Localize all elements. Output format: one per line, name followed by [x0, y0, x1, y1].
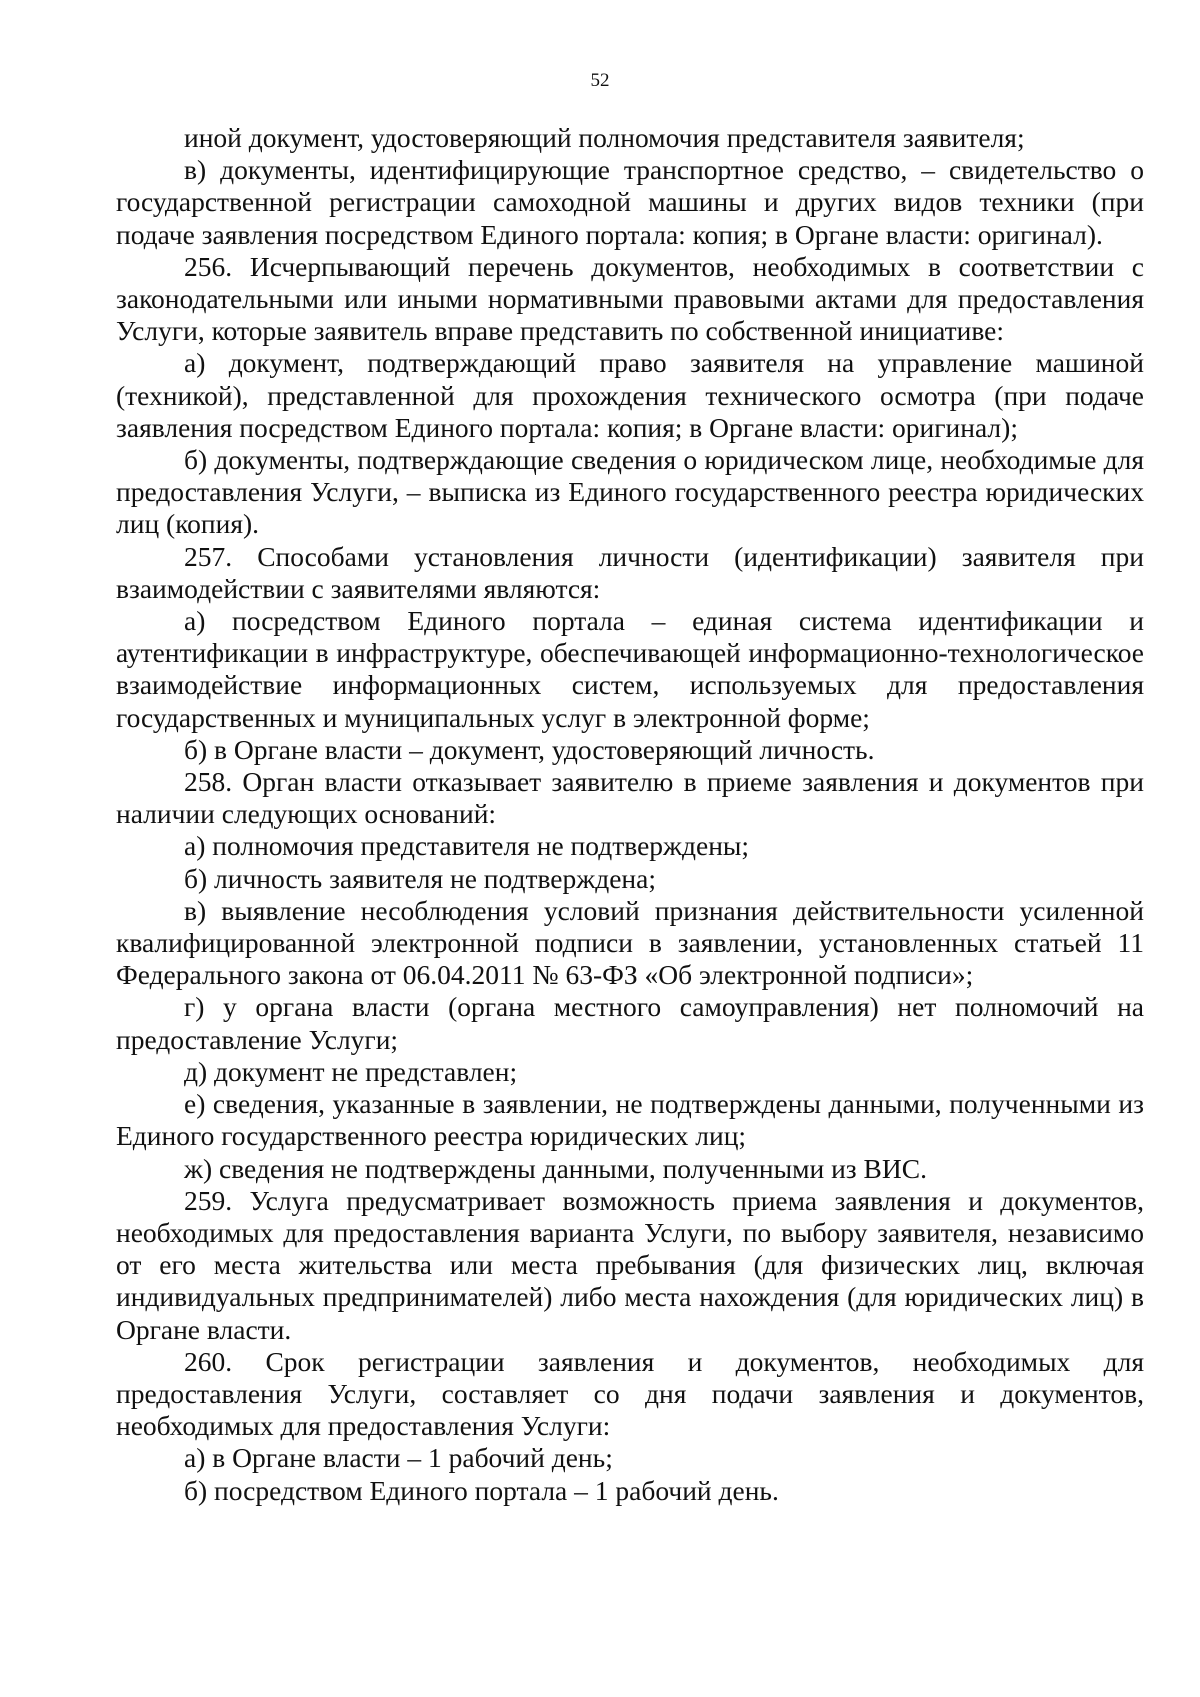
paragraph: 256. Исчерпывающий перечень документов, необходимых в соответствии с законодательными или иными нормативными правовыми актами для предоставления Услуги, которые заявитель вправе представить по собственной инициативе:	[116, 250, 1144, 347]
paragraph: 258. Орган власти отказывает заявителю в приеме заявления и документов при наличии следующих оснований:	[116, 766, 1144, 830]
paragraph: 260. Срок регистрации заявления и документов, необходимых для предоставления Услуги, составляет со дня подачи заявления и документов, необходимых для предоставления Услуги:	[116, 1345, 1144, 1442]
paragraph: а) в Органе власти – 1 рабочий день;	[184, 1442, 613, 1474]
paragraph: 257. Способами установления личности (идентификации) заявителя при взаимодействии с заявителями являются:	[116, 540, 1144, 604]
paragraph: д) документ не представлен;	[184, 1055, 518, 1087]
paragraph: а) документ, подтверждающий право заявителя на управление машиной (техникой), представленной для прохождения технического осмотра (при подаче заявления посредством Единого портала: копия; в Органе власти: оригинал);	[116, 347, 1144, 443]
paragraph: в) документы, идентифицирующие транспортное средство, – свидетельство о государственной регистрации самоходной машины и других видов техники (при подаче заявления посредством Единого портала: копия; в Органе власти: оригинал).	[116, 154, 1144, 250]
paragraph: е) сведения, указанные в заявлении, не подтверждены данными, полученными из Единого государственного реестра юридических лиц;	[116, 1088, 1144, 1152]
paragraph: б) личность заявителя не подтверждена;	[184, 862, 656, 894]
paragraph: а) полномочия представителя не подтверждены;	[184, 830, 750, 862]
page-number: 52	[590, 70, 610, 91]
document-body	[116, 122, 1144, 1507]
paragraph: ж) сведения не подтверждены данными, полученными из ВИС.	[184, 1152, 927, 1184]
paragraph: б) документы, подтверждающие сведения о юридическом лице, необходимые для предоставления Услуги, – выписка из Единого государственного реестра юридических лиц (копия).	[116, 444, 1144, 540]
paragraph: б) посредством Единого портала – 1 рабочий день.	[184, 1474, 779, 1506]
paragraph: б) в Органе власти – документ, удостоверяющий личность.	[184, 733, 875, 765]
paragraph: в) выявление несоблюдения условий признания действительности усиленной квалифицированной электронной подписи в заявлении, установленных статьей 11 Федерального закона от 06.04.2011 № 63-ФЗ «Об электронной подписи»;	[116, 894, 1144, 991]
paragraph: 259. Услуга предусматривает возможность приема заявления и документов, необходимых для предоставления варианта Услуги, по выбору заявителя, независимо от его места жительства или места пребывания (для физических лиц, включая индивидуальных предпринимателей) либо места нахождения (для юридических лиц) в Органе власти.	[116, 1184, 1144, 1345]
paragraph: иной документ, удостоверяющий полномочия представителя заявителя;	[184, 122, 1025, 153]
paragraph: а) посредством Единого портала – единая система идентификации и аутентификации в инфраструктуре, обеспечивающей информационно-технологическое взаимодействие информационных систем, используемых для предоставления государственных и муниципальных услуг в электронной форме;	[116, 605, 1144, 733]
paragraph: г) у органа власти (органа местного самоуправления) нет полномочий на предоставление Услуги;	[116, 991, 1144, 1055]
